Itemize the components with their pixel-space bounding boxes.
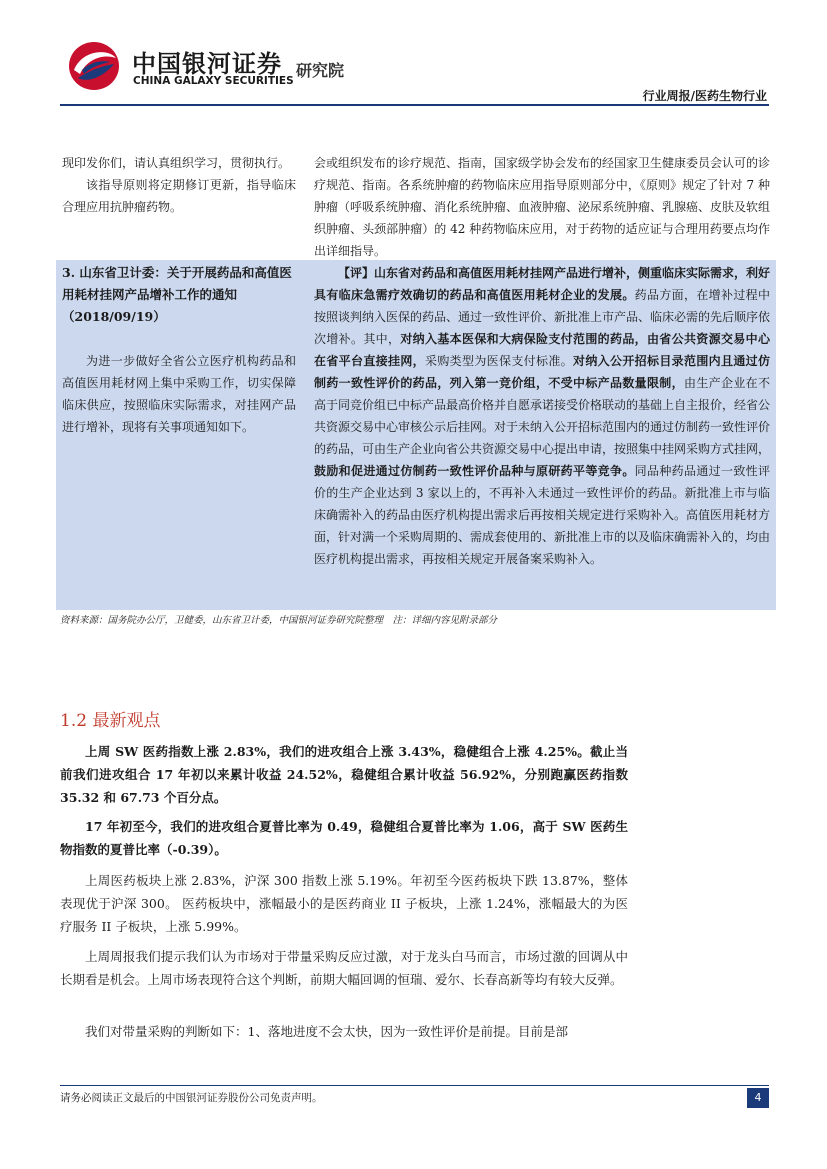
body-paragraph [60,1020,628,1043]
footer-divider [60,1085,769,1086]
policy-text: 该指导原则将定期修订更新，指导临床合理应用抗肿瘤药物。 [62,178,296,214]
galaxy-logo-icon [68,40,120,92]
page-number: 4 [747,1088,769,1108]
body-paragraph [60,740,628,809]
paragraph: 上周周报我们提示我们认为市场对于带量采购反应过激，对于龙头白马而言，市场过激的回调从中长期看是机会。上周市场表现符合这个判断，前期大幅回调的恒瑞、爱尔、长春高新等均有较大反弹。 [60,949,628,987]
policy-summary-cell [56,152,302,218]
logo-english-name: CHINA GALAXY SECURITIES [133,75,294,87]
policy-table-row-highlighted [56,260,776,610]
page-header [0,0,827,110]
section-title: 1.2 最新观点 [60,711,161,731]
comment-bold: 【评】山东省对药品和高值医用耗材挂网产品进行增补，侧重临床实际需求，利好具有临床急需疗效确切的药品和高值医用耗材企业的发展。 [314,266,771,302]
paragraph: 上周医药板块上涨 2.83%，沪深 300 指数上涨 5.19%。年初至今医药板块下跌 13.87%，整体表现优于沪深 300。 医药板块中，涨幅最小的是医药商业 II 子板块，上涨 1.24%，涨幅最大的为医疗服务 II 子板块，上涨 5.99%。 [60,873,628,934]
comment-bold: 对纳入公开招标目录范围内且通过仿制药一致性评价的药品，列入第一竞价组，不受中标产品数量限制， [314,354,770,390]
policy-text: 为进一步做好全省公立医疗机构药品和高值医用耗材网上集中采购工作，切实保障临床供应，按照临床实际需求，对挂网产品进行增补，现将有关事项通知如下。 [62,354,296,434]
report-category: 行业周报/医药生物行业 [642,89,767,103]
policy-title: 3. 山东省卫计委：关于开展药品和高值医用耗材挂网产品增补工作的通知（2018/09/19） [62,265,292,324]
body-paragraph [60,815,628,861]
body-paragraph [60,869,628,938]
comment-bold: 鼓励和促进通过仿制药一致性评价品种与原研药平等竞争。 [314,464,635,478]
policy-table-row [56,152,776,260]
comment-plain: 药品方面，在增补过程中按照谈判纳入医保的药品、通过一致性评价、新批准上市产品、临床必需的先后顺序依次增补。其中， [314,288,771,346]
source-note: 资料来源：国务院办公厅，卫健委，山东省卫计委，中国银河证券研究院整理 注：详细内容见附录部分 [60,615,498,626]
comment-plain: 采购类型为医保支付标准。 [425,354,573,368]
policy-text: 现印发你们，请认真组织学习，贯彻执行。 [62,156,291,170]
comment-bold: 对纳入基本医保和大病保险支付范围的药品，由省公共资源交易中心在省平台直接挂网， [314,332,770,368]
paragraph: 我们对带量采购的判断如下：1、落地进度不会太快，因为一致性评价是前提。目前是部 [85,1024,568,1039]
paragraph-bold: 上周 SW 医药指数上涨 2.83%，我们的进攻组合上涨 3.43%，稳健组合上涨 4.25%。截止当前我们进攻组合 17 年初以来累计收益 24.52%，稳健组合累计收益 56.92%，分别跑赢医药指数 35.32 和 67.73 个百分点。 [60,744,628,805]
policy-comment-cell [308,152,776,262]
logo-chinese-name: 中国银河证券 [132,50,282,78]
comment-plain: 同品种药品通过一致性评价的生产企业达到 3 家以上的，不再补入未通过一致性评价的药品。新批准上市与临床确需补入的药品由医疗机构提出需求后再按相关规定进行采购补入。高值医用耗材方面，针对满一个采购周期的、需成套使用的、新批准上市的以及临床确需补入的，均由医疗机构提出需求，再按相关规定开展备案采购补入。 [314,464,771,566]
footer-disclaimer: 请务必阅读正文最后的中国银河证券股份公司免责声明。 [60,1092,323,1104]
logo-institute: 研究院 [296,61,345,80]
comment-text: 会或组织发布的诊疗规范、指南，国家级学协会发布的经国家卫生健康委员会认可的诊疗规范、指南。各系统肿瘤的药物临床应用指导原则部分中，《原则》规定了针对 7 种肿瘤（呼吸系统肿瘤、消化系统肿瘤、血液肿瘤、泌尿系统肿瘤、乳腺癌、皮肤及软组织肿瘤、头颈部肿瘤）的 42 种药物临床应用，对于药物的适应证与合理用药要点均作出详细指导。 [314,156,771,258]
paragraph-bold: 17 年初至今，我们的进攻组合夏普比率为 0.49，稳健组合夏普比率为 1.06，高于 SW 医药生物指数的夏普比率（-0.39）。 [60,819,628,857]
body-paragraph [60,945,628,991]
comment-text [314,262,770,570]
comment-plain: 由生产企业在不高于同竞价组已中标产品最高价格并自愿承诺接受价格联动的基础上自主报价，经省公共资源交易中心审核公示后挂网。对于未纳入公开招标范围内的通过仿制药一致性评价的药品，可由生产企业向省公共资源交易中心提出申请，按照集中挂网采购方式挂网， [314,376,771,456]
policy-summary-cell [56,262,302,438]
policy-comment-cell [308,262,776,570]
header-divider [60,104,769,106]
